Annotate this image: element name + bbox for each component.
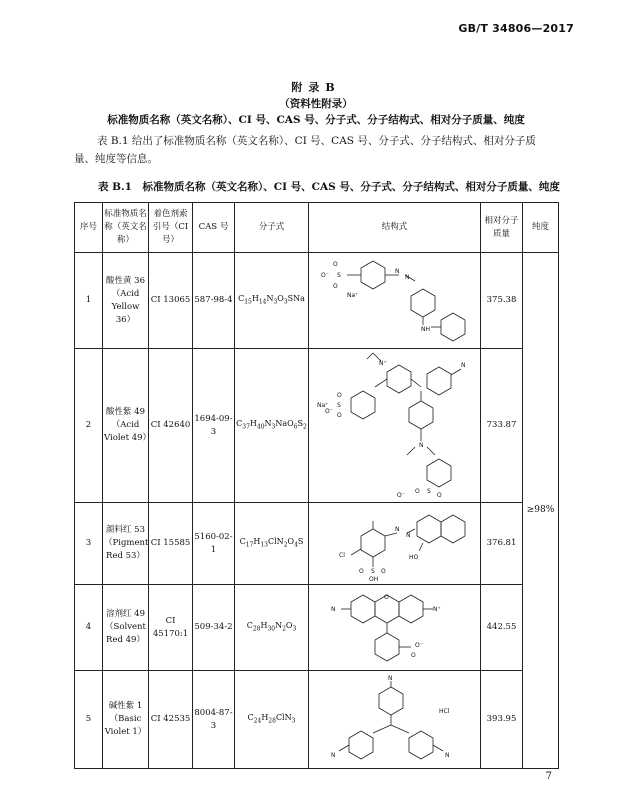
appendix-title: 附录B [291, 81, 341, 94]
row-mass: 375.38 [481, 253, 523, 349]
structure-solvent-red-49 [309, 585, 481, 671]
atom-label: O [332, 282, 338, 290]
atom-label: N [460, 361, 465, 369]
row-formula: $C_{17}H_{13}ClN_2O_4S$ [235, 503, 309, 585]
atom-label: N [394, 267, 399, 275]
col-header-cas: CAS 号 [193, 203, 235, 253]
structure-acid-violet-49 [309, 349, 481, 503]
row-mass: 376.81 [481, 503, 523, 585]
row-name: 溶剂红 49（Solvent Red 49） [103, 585, 149, 671]
page-number: 7 [545, 771, 552, 782]
col-header-mass: 相对分子质量 [481, 203, 523, 253]
col-header-name: 标准物质名称（英文名称） [103, 203, 149, 253]
row-seq: 5 [75, 671, 103, 769]
table-caption: 表 B.1 标准物质名称（英文名称）、CI 号、CAS 号、分子式、分子结构式、相对分子质量、纯度 [98, 181, 560, 193]
appendix-heading: 标准物质名称（英文名称）、CI 号、CAS 号、分子式、分子结构式、相对分子质量、纯度 [107, 114, 525, 126]
row-cas: 1694-09-3 [193, 349, 235, 503]
atom-label: N [394, 525, 399, 533]
atom-label: N [330, 751, 335, 759]
atom-label: O [383, 593, 389, 601]
atom-label: O [332, 260, 338, 268]
appendix-subtitle: （资料性附录） [279, 98, 353, 110]
row-cas: 509-34-2 [193, 585, 235, 671]
row-formula: $C_{37}H_{40}N_3NaO_6S_2$ [235, 349, 309, 503]
atom-label: O [336, 391, 342, 399]
atom-label: O [380, 567, 386, 575]
atom-label: S [336, 401, 341, 409]
row-cas: 5160-02-1 [193, 503, 235, 585]
col-header-ci: 着色剂索引号（CI 号） [149, 203, 193, 253]
atom-label: O⁻ [414, 641, 423, 649]
structure-pigment-red-53 [309, 503, 481, 585]
atom-label: N [444, 751, 449, 759]
row-mass: 442.55 [481, 585, 523, 671]
atom-label: O [414, 487, 420, 495]
table-row [75, 585, 559, 671]
structure-diagram [311, 505, 479, 583]
row-seq: 3 [75, 503, 103, 585]
row-name: 碱性紫 1（Basic Violet 1） [103, 671, 149, 769]
structure-acid-yellow-36 [309, 253, 481, 349]
intro-paragraph: 表 B.1 给出了标准物质名称（英文名称）、CI 号、CAS 号、分子式、分子结构式、相对分子质量、纯度等信息。 [74, 135, 536, 165]
row-formula: $C_{24}H_{28}ClN_3$ [235, 671, 309, 769]
atom-label: O [410, 651, 416, 659]
atom-label: O⁻ [324, 407, 333, 415]
atom-label: N [387, 674, 392, 682]
atom-label: O⁻ [320, 271, 329, 279]
header-row [75, 203, 559, 253]
atom-label: Na⁺ [316, 401, 328, 409]
atom-label: N [405, 531, 410, 539]
atom-label: N⁺ [432, 605, 441, 613]
atom-label: NH [420, 325, 430, 333]
row-cas: 8004-87-3 [193, 671, 235, 769]
row-name: 酸性紫 49（Acid Violet 49） [103, 349, 149, 503]
atom-label: N [404, 273, 409, 281]
col-header-seq: 序号 [75, 203, 103, 253]
row-mass: 393.95 [481, 671, 523, 769]
row-ci: CI 13065 [149, 253, 193, 349]
row-name: 酸性黄 36（Acid Yellow 36） [103, 253, 149, 349]
row-seq: 2 [75, 349, 103, 503]
atom-label: O⁻ [396, 491, 405, 499]
col-header-structure: 结构式 [309, 203, 481, 253]
row-formula: $C_{15}H_{14}N_3O_3SNa$ [235, 253, 309, 349]
row-mass: 733.87 [481, 349, 523, 503]
atom-label: S [426, 487, 431, 495]
atom-label: N⁺ [378, 359, 387, 367]
row-seq: 4 [75, 585, 103, 671]
table-row [75, 253, 559, 349]
row-ci: CI 42640 [149, 349, 193, 503]
atom-label: S [370, 567, 375, 575]
atom-label: O [436, 491, 442, 499]
atom-label: HCl [438, 707, 449, 715]
atom-label: O [358, 567, 364, 575]
row-ci: CI 15585 [149, 503, 193, 585]
atom-label: HO [408, 553, 418, 561]
row-name: 颜料红 53（Pigment Red 53） [103, 503, 149, 585]
table-row [75, 503, 559, 585]
table-row [75, 349, 559, 503]
row-cas: 587-98-4 [193, 253, 235, 349]
row-ci: CI 45170:1 [149, 585, 193, 671]
col-header-formula: 分子式 [235, 203, 309, 253]
structure-basic-violet-1 [309, 671, 481, 769]
row-ci: CI 42535 [149, 671, 193, 769]
standard-number: GB/T 34806—2017 [458, 22, 574, 35]
atom-label: OH [368, 575, 378, 583]
structure-diagram [311, 587, 479, 669]
purity-cell: ≥98% [523, 253, 559, 769]
col-header-purity: 纯度 [523, 203, 559, 253]
atom-label: N [330, 605, 335, 613]
table-row [75, 671, 559, 769]
atom-label: Na⁺ [346, 291, 358, 299]
atom-label: S [336, 271, 341, 279]
row-seq: 1 [75, 253, 103, 349]
atom-label: O [336, 411, 342, 419]
structure-diagram [311, 351, 479, 501]
atom-label: N [418, 441, 423, 449]
atom-label: Cl [338, 551, 345, 559]
structure-diagram [311, 673, 479, 767]
standards-table [74, 202, 559, 769]
row-formula: $C_{28}H_{30}N_2O_3$ [235, 585, 309, 671]
structure-diagram [311, 255, 479, 347]
